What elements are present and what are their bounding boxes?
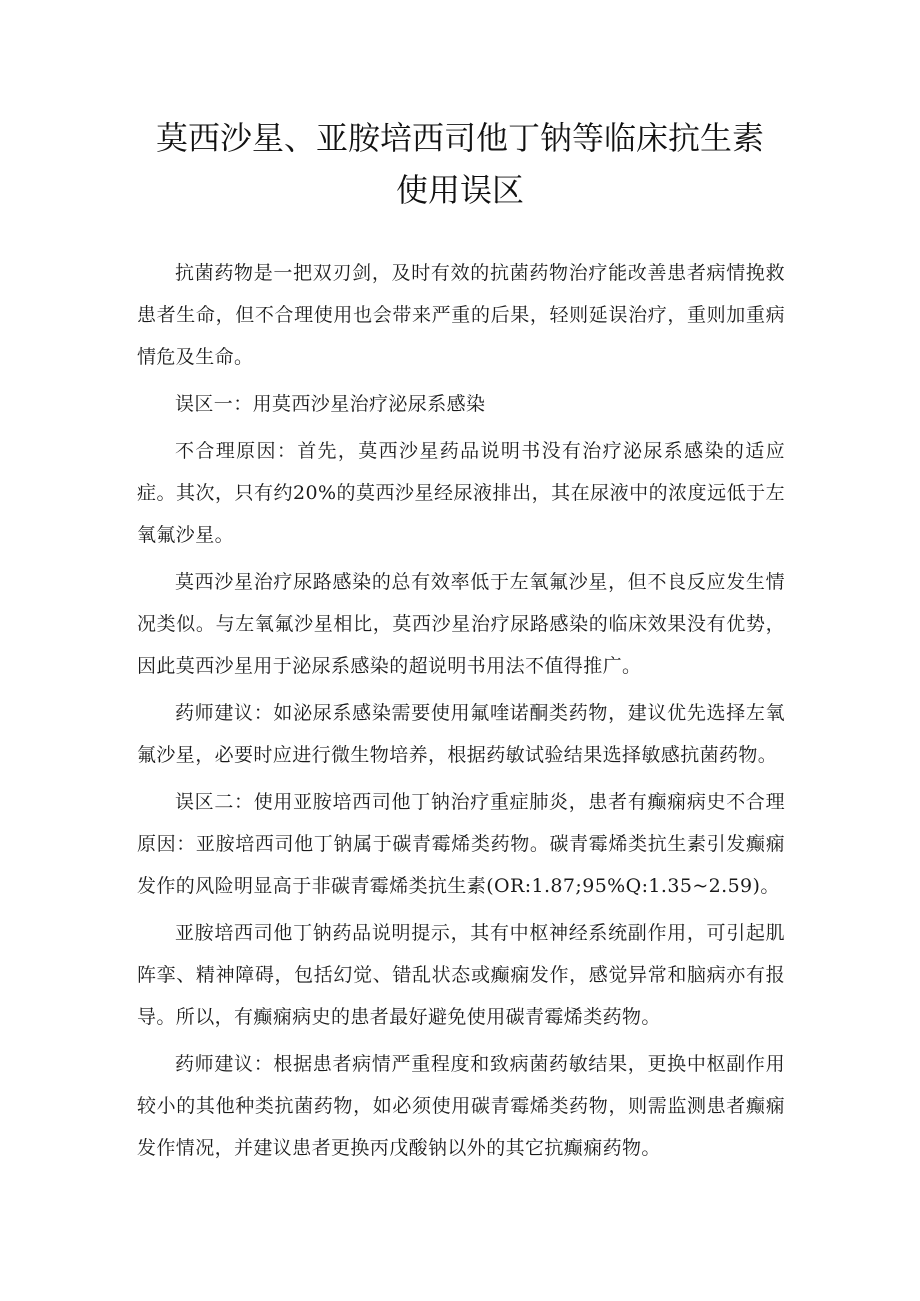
title-line-1: 莫西沙星、亚胺培西司他丁钠等临床抗生素 — [155, 119, 764, 157]
paragraph-myth-two-reason: 误区二：使用亚胺培西司他丁钠治疗重症肺炎，患者有癫痫病史不合理原因：亚胺培西司他丁钠属于碳青霉烯类药物。碳青霉烯类抗生素引发癫痫发作的风险明显高于非碳青霉烯类抗生素(OR:1.87;95%Q:1.35~2.59)。 — [137, 791, 785, 897]
document-body — [137, 252, 785, 1174]
paragraph-myth-two-advice: 药师建议：根据患者病情严重程度和致病菌药敏结果，更换中枢副作用较小的其他种类抗菌药物，如必须使用碳青霉烯类药物，则需监测患者癫痫发作情况，并建议患者更换丙戊酸钠以外的其它抗癫痫药物。 — [137, 1053, 785, 1159]
paragraph-myth-two-side-effects: 亚胺培西司他丁钠药品说明提示，其有中枢神经系统副作用，可引起肌阵挛、精神障碍，包括幻觉、错乱状态或癫痫发作，感觉异常和脑病亦有报导。所以，有癫痫病史的患者最好避免使用碳青霉烯类药物。 — [137, 922, 785, 1028]
paragraph-myth-one-reason: 不合理原因：首先，莫西沙星药品说明书没有治疗泌尿系感染的适应症。其次，只有约20%的莫西沙星经尿液排出，其在尿液中的浓度远低于左氧氟沙星。 — [137, 440, 785, 546]
section-heading-myth-one: 误区一：用莫西沙星治疗泌尿系感染 — [175, 393, 486, 415]
paragraph-myth-one-advice: 药师建议：如泌尿系感染需要使用氟喹诺酮类药物，建议优先选择左氧氟沙星，必要时应进行微生物培养，根据药敏试验结果选择敏感抗菌药物。 — [137, 702, 785, 766]
title-line-2: 使用误区 — [395, 171, 524, 209]
document-title — [120, 112, 800, 216]
paragraph-myth-one-efficacy: 莫西沙星治疗尿路感染的总有效率低于左氧氟沙星，但不良反应发生情况类似。与左氧氟沙星相比，莫西沙星治疗尿路感染的临床效果没有优势，因此莫西沙星用于泌尿系感染的超说明书用法不值得推广。 — [137, 571, 785, 677]
paragraph-intro: 抗菌药物是一把双刃剑，及时有效的抗菌药物治疗能改善患者病情挽救患者生命，但不合理使用也会带来严重的后果，轻则延误治疗，重则加重病情危及生命。 — [137, 262, 785, 368]
